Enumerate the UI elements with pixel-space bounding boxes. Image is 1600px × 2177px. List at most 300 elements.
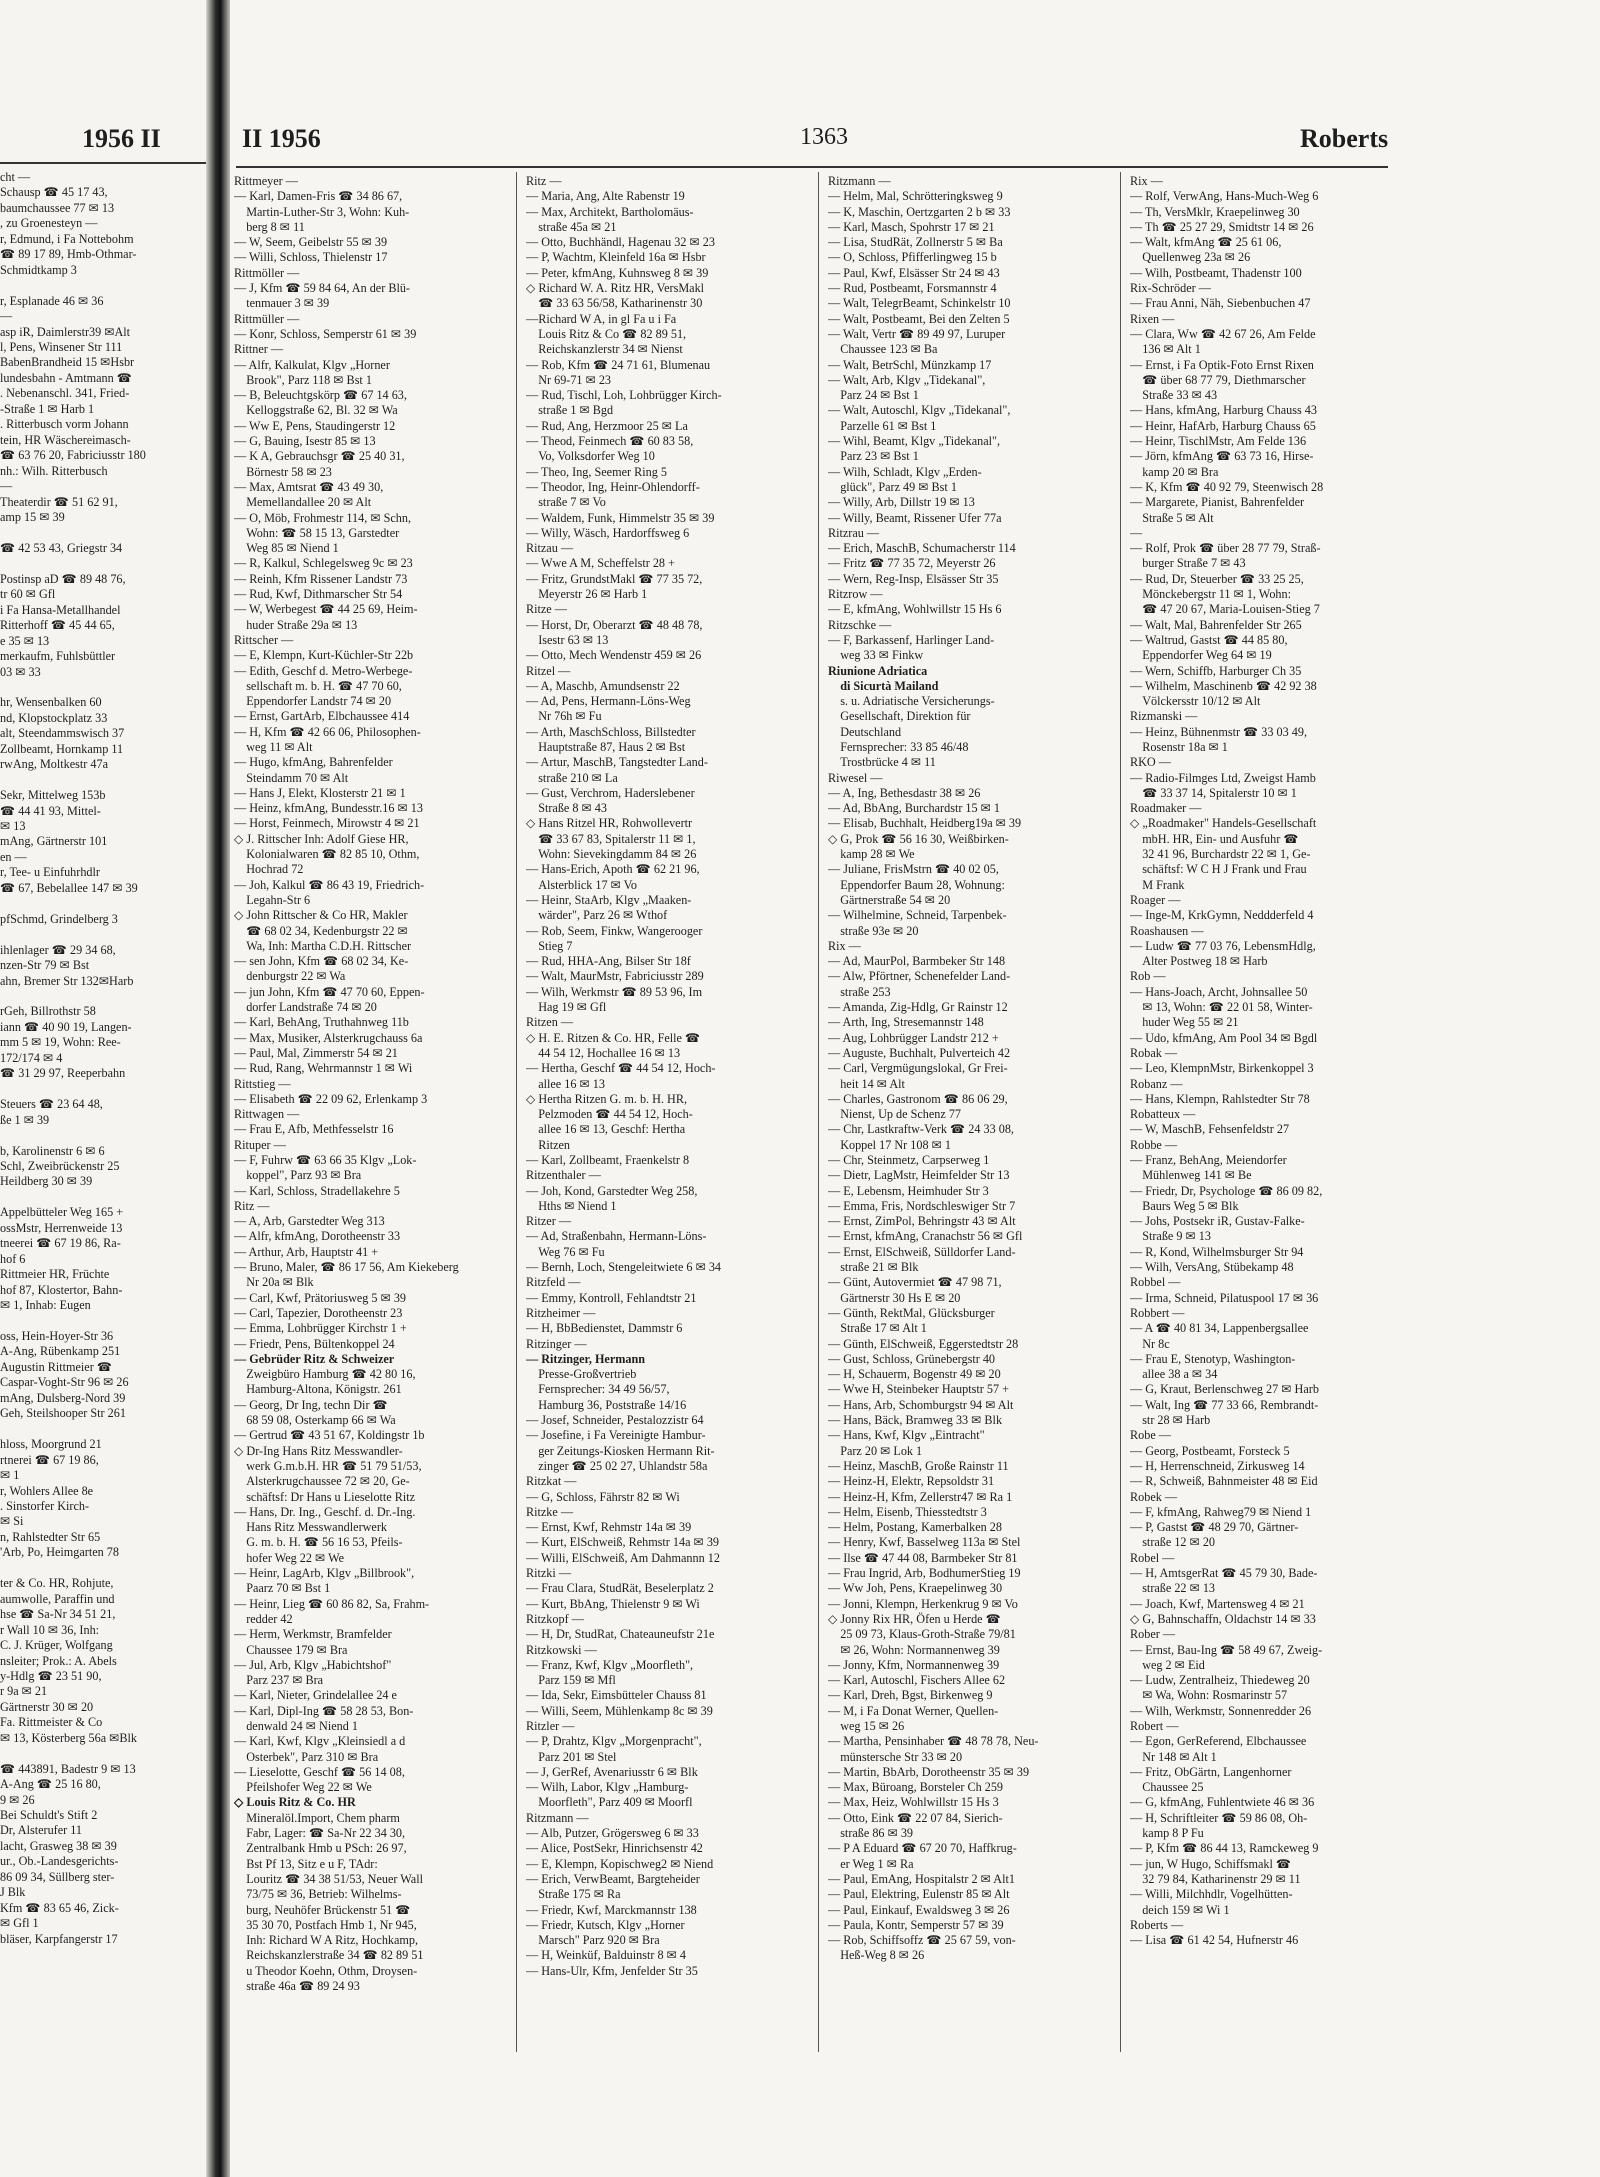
directory-entry-line: — Jörn, kfmAng ☎ 63 73 16, Hirse- — [1130, 449, 1314, 464]
directory-entry-line: ger Zeitungs-Kiosken Hermann Rit- — [526, 1443, 715, 1458]
directory-entry-line: kamp 8 P Fu — [1130, 1826, 1204, 1841]
left-page-line: hloss, Moorgrund 21 — [0, 1437, 102, 1452]
directory-entry-line: — Günth, ElSchweiß, Eggerstedtstr 28 — [828, 1336, 1019, 1351]
directory-column-4 — [1130, 174, 1410, 2054]
directory-entry-line: — Edith, Geschf d. Metro-Werbege- — [234, 663, 413, 678]
directory-entry-line: — Chr, Steinmetz, Carpserweg 1 — [828, 1153, 990, 1167]
directory-entry-line: Rittstieg — — [234, 1076, 291, 1091]
directory-entry-line: — Rob, Kfm ☎ 24 71 61, Blumenau — [526, 357, 711, 372]
directory-entry-line: Parz 24 ✉ Bst 1 — [828, 388, 919, 403]
directory-entry-line: — Erich, VerwBeamt, Bargteheider — [526, 1871, 700, 1886]
directory-entry-line: — Ida, Sekr, Eimsbütteler Chauss 81 — [526, 1688, 707, 1703]
left-page-line — [0, 1422, 212, 1437]
left-page-line: 03 ✉ 33 — [0, 664, 41, 679]
left-page-line: hr, Wensenbalken 60 — [0, 695, 102, 710]
directory-entry-line: Ritzinger — — [526, 1336, 587, 1351]
header-rule — [236, 166, 1388, 168]
directory-entry-line: — Heinz-H, Kfm, Zellerstr47 ✉ Ra 1 — [828, 1489, 1013, 1504]
left-page-line — [0, 1190, 212, 1205]
directory-entry-line: — Walt, Mal, Bahrenfelder Str 265 — [1130, 617, 1302, 632]
directory-entry-line: Fabr, Lager: ☎ Sa-Nr 22 34 30, — [234, 1826, 406, 1841]
left-page-line: Theaterdir ☎ 51 62 91, — [0, 494, 118, 509]
directory-entry-line: — Karl, Schloss, Stradellakehre 5 — [234, 1183, 400, 1198]
directory-entry-line: — Willi, Milchhdlr, Vogelhütten- — [1130, 1887, 1293, 1902]
directory-entry-line: — K, Kfm ☎ 40 92 79, Steenwisch 28 — [1130, 479, 1324, 494]
left-page-line: n, Rahlstedter Str 65 — [0, 1529, 101, 1544]
directory-entry-line: ◇ Hans Ritzel HR, Rohwollevertr — [526, 816, 693, 831]
directory-entry-line: — Georg, Postbeamt, Forsteck 5 — [1130, 1443, 1290, 1458]
directory-entry-line: weg 33 ✉ Finkw — [828, 648, 924, 663]
directory-entry-line: redder 42 — [234, 1611, 293, 1626]
directory-entry-line: — Carl, Kwf, Prätoriusweg 5 ✉ 39 — [234, 1290, 407, 1305]
directory-entry-line: Presse-Großvertrieb — [526, 1367, 637, 1382]
directory-entry-line: — Artur, MaschB, Tangstedter Land- — [526, 755, 708, 770]
directory-entry-line: — Ilse ☎ 47 44 08, Barmbeker Str 81 — [828, 1550, 1018, 1565]
directory-entry-line: Ritzheimer — — [526, 1305, 596, 1320]
directory-entry-line: straße 210 ✉ La — [526, 770, 618, 785]
directory-entry-line: Robanz — — [1130, 1076, 1183, 1091]
directory-entry-line: G. m. b. H. ☎ 56 16 53, Pfeils- — [234, 1535, 403, 1550]
left-page-line: ☎ 44 41 93, Mittel- — [0, 803, 101, 818]
left-page-line: en — — [0, 849, 27, 864]
directory-entry-line: Robbert — — [1130, 1305, 1185, 1320]
left-page-line: 9 ✉ 26 — [0, 1792, 35, 1807]
directory-entry-line: — Frau Clara, StudRät, Beselerplatz 2 — [526, 1581, 714, 1596]
directory-entry-line: Weg 85 ✉ Niend 1 — [234, 541, 339, 556]
left-page-line: rwAng, Moltkestr 47a — [0, 757, 108, 772]
directory-entry-line: Nr 148 ✉ Alt 1 — [1130, 1749, 1217, 1764]
directory-entry-line: — A, Arb, Garstedter Weg 313 — [234, 1214, 385, 1229]
directory-entry-line: straße 7 ✉ Vo — [526, 495, 606, 510]
directory-entry-line: Parzelle 61 ✉ Bst 1 — [828, 418, 937, 433]
directory-entry-line: — Theod, Feinmech ☎ 60 83 58, — [526, 434, 694, 449]
directory-entry-line: — Reinh, Kfm Rissener Landstr 73 — [234, 571, 408, 586]
left-page-line: mm 5 ✉ 19, Wohn: Ree- — [0, 1035, 121, 1050]
directory-entry-line: Rob — — [1130, 969, 1166, 984]
directory-entry-line: — Rud, Ang, Herzmoor 25 ✉ La — [526, 418, 688, 433]
left-page-line: r, Esplanade 46 ✉ 36 — [0, 293, 104, 308]
left-page-line: Gärtnerstr 30 ✉ 20 — [0, 1699, 94, 1714]
directory-entry-line: — Udo, kfmAng, Am Pool 34 ✉ Bgdl — [1130, 1030, 1318, 1045]
directory-entry-line: Hag 19 ✉ Gfl — [526, 1000, 607, 1015]
directory-entry-line: Gesellschaft, Direktion für — [828, 709, 971, 724]
directory-entry-line: Mühlenweg 141 ✉ Be — [1130, 1168, 1252, 1183]
directory-entry-line: Koppel 17 Nr 108 ✉ 1 — [828, 1137, 951, 1152]
left-page-line — [0, 927, 212, 942]
left-page-line: 172/174 ✉ 4 — [0, 1050, 63, 1065]
directory-entry-line: — Herm, Werkmstr, Bramfelder — [234, 1627, 392, 1642]
directory-entry-line: — Hans, Kwf, Klgv „Eintracht" — [828, 1428, 985, 1443]
left-page-line: Heildberg 30 ✉ 39 — [0, 1174, 93, 1189]
directory-entry-line: — Wilhelmine, Schneid, Tarpenbek- — [828, 908, 1007, 923]
directory-entry-line: deich 159 ✉ Wi 1 — [1130, 1902, 1230, 1917]
directory-entry-line: Vo, Volksdorfer Weg 10 — [526, 449, 655, 464]
left-page-line: C. J. Krüger, Wolfgang — [0, 1638, 113, 1653]
directory-entry-line: — Walt, TelegrBeamt, Schinkelstr 10 — [828, 296, 1011, 311]
directory-entry-line: Eppendorfer Landstr 74 ✉ 20 — [234, 694, 392, 709]
directory-entry-line: — Franz, Kwf, Klgv „Moorfleth", — [526, 1657, 694, 1672]
directory-entry-line: — Heinr, TischlMstr, Am Felde 136 — [1130, 434, 1307, 449]
directory-entry-line: — Willy, Wäsch, Hardorffsweg 6 — [526, 525, 690, 540]
directory-entry-line: — Lieselotte, Geschf ☎ 56 14 08, — [234, 1764, 405, 1779]
directory-entry-line: — W, MaschB, Fehsenfeldstr 27 — [1130, 1122, 1290, 1137]
directory-entry-line: — Fritz, GrundstMakl ☎ 77 35 72, — [526, 571, 703, 586]
directory-entry-line: — H, AmtsgerRat ☎ 45 79 30, Bade- — [1130, 1566, 1318, 1581]
left-page-line: Postinsp aD ☎ 89 48 76, — [0, 571, 126, 586]
directory-entry-line: Nr 69-71 ✉ 23 — [526, 372, 612, 387]
directory-entry-line: — Willy, Arb, Dillstr 19 ✉ 13 — [828, 495, 975, 510]
directory-entry-line: Riunione Adriatica — [828, 663, 928, 678]
directory-entry-line: — Heinr, StaArb, Klgv „Maaken- — [526, 892, 692, 907]
left-page-line: hse ☎ Sa-Nr 34 51 21, — [0, 1607, 116, 1622]
directory-entry-line: Ritzel — — [526, 663, 571, 678]
left-page-line: Sekr, Mittelweg 153b — [0, 788, 106, 803]
directory-entry-line: — Arth, MaschSchloss, Billstedter — [526, 724, 696, 739]
directory-entry-line: 35 30 70, Postfach Hmb 1, Nr 945, — [234, 1917, 417, 1932]
directory-entry-line: u Theodor Koehn, Othm, Droysen- — [234, 1963, 418, 1978]
directory-entry-line: koppel", Parz 93 ✉ Bra — [234, 1168, 362, 1183]
running-head-word: Roberts — [1300, 124, 1389, 153]
directory-entry-line: Robbel — — [1130, 1275, 1181, 1290]
directory-entry-line: Inh: Richard W A Ritz, Hochkamp, — [234, 1933, 419, 1948]
directory-entry-line: Nr 20a ✉ Blk — [234, 1275, 314, 1290]
left-page-text — [0, 170, 212, 1947]
directory-entry-line: — Helm, Mal, Schrötteringksweg 9 — [828, 189, 1003, 204]
left-page-line: mAng, Dulsberg-Nord 39 — [0, 1390, 126, 1405]
directory-entry-line: — Otto, Buchhändl, Hagenau 32 ✉ 23 — [526, 235, 715, 250]
left-page-line: ✉ Gfl 1 — [0, 1916, 39, 1931]
book-gutter — [206, 0, 230, 2177]
left-page-line: J Blk — [0, 1885, 26, 1900]
directory-entry-line: Roashausen — — [1130, 923, 1204, 938]
directory-entry-line: — Heinr, LagArb, Klgv „Billbrook", — [234, 1566, 415, 1581]
directory-entry-line: Chaussee 25 — [1130, 1780, 1204, 1795]
directory-entry-line: — Rud, Kwf, Dithmarscher Str 54 — [234, 587, 403, 602]
directory-entry-line: ◇ Dr-Ing Hans Ritz Messwandler- — [234, 1443, 403, 1458]
directory-entry-line: Alter Postweg 18 ✉ Harb — [1130, 954, 1268, 969]
directory-entry-line: — Walt, BetrSchl, Münzkamp 17 — [828, 357, 992, 372]
directory-entry-line: Rittmöller — — [234, 265, 300, 280]
directory-entry-line: Eppendorfer Baum 28, Wohnung: — [828, 877, 1005, 892]
directory-entry-line: — Walt, Postbeamt, Bei den Zelten 5 — [828, 311, 1010, 326]
directory-entry-line: Gärtnerstr 30 Hs E ✉ 20 — [828, 1290, 961, 1305]
column-divider — [818, 172, 819, 2052]
directory-entry-line: — Friedr, Pens, Bültenkoppel 24 — [234, 1336, 395, 1351]
directory-entry-line: — Hans J, Elekt, Klosterstr 21 ✉ 1 — [234, 785, 406, 800]
directory-entry-line: Rix — — [828, 938, 861, 953]
directory-entry-line: Reichskanzlerstr 34 ✉ Nienst — [526, 342, 683, 357]
left-page-line: BabenBrandheid 15 ✉Hsbr — [0, 355, 135, 370]
directory-entry-line: — Dietr, LagMstr, Heimfelder Str 13 — [828, 1168, 1010, 1183]
directory-entry-line: — Gertrud ☎ 43 51 67, Koldingstr 1b — [234, 1428, 425, 1443]
directory-entry-line: — Wern, Schiffb, Harburger Ch 35 — [1130, 663, 1302, 678]
directory-entry-line: Straße 33 ✉ 43 — [1130, 388, 1218, 403]
directory-entry-line: Ritzfeld — — [526, 1275, 581, 1290]
directory-entry-line: — H, Dr, StudRat, Chateauneufstr 21e — [526, 1627, 715, 1642]
directory-entry-line: — F, Barkassenf, Harlinger Land- — [828, 632, 995, 647]
directory-entry-line: Nr 76h ✉ Fu — [526, 709, 602, 724]
directory-entry-line: — Bruno, Maler, ☎ 86 17 56, Am Kiekeberg — [234, 1260, 459, 1275]
directory-entry-line: — Walt, MaurMstr, Fabriciusstr 289 — [526, 969, 704, 984]
directory-entry-line: ◇ G, Prok ☎ 56 16 30, Weißbirken- — [828, 831, 1009, 846]
directory-entry-line: dorfer Landstraße 74 ✉ 20 — [234, 1000, 377, 1015]
directory-entry-line: — H, Schauerm, Bogenstr 49 ✉ 20 — [828, 1367, 1001, 1382]
directory-entry-line: — Josefine, i Fa Vereinigte Hambur- — [526, 1428, 706, 1443]
left-page-line: mAng, Gärtnerstr 101 — [0, 834, 108, 849]
directory-entry-line: münstersche Str 33 ✉ 20 — [828, 1749, 963, 1764]
directory-entry-line: — W, Seem, Geibelstr 55 ✉ 39 — [234, 235, 388, 250]
directory-entry-line: Nienst, Up de Schenz 77 — [828, 1107, 962, 1122]
directory-entry-line: — Gebrüder Ritz & Schweizer — [234, 1351, 395, 1366]
left-page-line: r, Wohlers Allee 8e — [0, 1483, 94, 1498]
directory-entry-line: Alsterkrugchaussee 72 ✉ 20, Ge- — [234, 1474, 410, 1489]
directory-entry-line: Rosenstr 18a ✉ 1 — [1130, 739, 1228, 754]
directory-entry-line: — H, BbBedienstet, Dammstr 6 — [526, 1321, 683, 1336]
directory-entry-line: ◇ H. E. Ritzen & Co. HR, Felle ☎ — [526, 1030, 701, 1045]
directory-entry-line: — Alb, Putzer, Grögersweg 6 ✉ 33 — [526, 1826, 699, 1841]
directory-entry-line: — Lisa, StudRät, Zollnerstr 5 ✉ Ba — [828, 235, 1003, 250]
directory-entry-line: — Hans-Erich, Apoth ☎ 62 21 96, — [526, 862, 700, 877]
left-page-line: r 9a ✉ 21 — [0, 1684, 48, 1699]
directory-entry-line: Louritz ☎ 34 38 51/53, Neuer Wall — [234, 1871, 423, 1886]
directory-entry-line: — Emmy, Kontroll, Fehlandtstr 21 — [526, 1290, 697, 1305]
directory-entry-line: — Horst, Feinmech, Mirowstr 4 ✉ 21 — [234, 816, 420, 831]
directory-entry-line: denwald 24 ✉ Niend 1 — [234, 1718, 358, 1733]
left-page-line: amp 15 ✉ 39 — [0, 509, 65, 524]
directory-entry-line: — Paula, Kontr, Semperstr 57 ✉ 39 — [828, 1917, 1004, 1932]
directory-entry-line: Börnestr 58 ✉ 23 — [234, 464, 332, 479]
directory-entry-line: heit 14 ✉ Alt — [828, 1076, 905, 1091]
left-page-line: tein, HR Wäschereimasch- — [0, 432, 131, 447]
directory-entry-line: — Erich, MaschB, Schumacherstr 114 — [828, 541, 1016, 556]
directory-entry-line: Rittmeyer — — [234, 174, 298, 188]
directory-entry-line: — Karl, Masch, Spohrstr 17 ✉ 21 — [828, 219, 995, 234]
left-page-line: Appelbütteler Weg 165 + — [0, 1205, 124, 1220]
directory-entry-line: ☎ 33 67 83, Spitalerstr 11 ✉ 1, — [526, 831, 696, 846]
directory-entry-line: Ritzkat — — [526, 1474, 577, 1489]
directory-entry-line: — W, Werbegest ☎ 44 25 69, Heim- — [234, 602, 418, 617]
directory-column-2 — [526, 174, 806, 2054]
directory-entry-line: Ritzschke — — [828, 617, 892, 632]
left-page-line: ✉ 13 — [0, 819, 26, 834]
directory-entry-line: Parz 201 ✉ Stel — [526, 1749, 617, 1764]
directory-entry-line: zinger ☎ 25 02 27, Uhlandstr 58a — [526, 1458, 708, 1473]
directory-entry-line: Louis Ritz & Co ☎ 82 89 51, — [526, 326, 687, 341]
left-page-line: cht — — [0, 170, 31, 184]
left-page-line — [0, 680, 212, 695]
directory-entry-line: — Helm, Postang, Kamerbalken 28 — [828, 1520, 1002, 1535]
directory-entry-line: straße 1 ✉ Bgd — [526, 403, 614, 418]
directory-entry-line: 68 59 08, Osterkamp 66 ✉ Wa — [234, 1413, 396, 1428]
directory-entry-line: — Hans, Arb, Schomburgstr 94 ✉ Alt — [828, 1397, 1014, 1412]
directory-entry-line: — Wilh, Werkmstr, Sonnenredder 26 — [1130, 1703, 1312, 1718]
directory-entry-line: — A ☎ 40 81 34, Lappenbergsallee — [1130, 1321, 1309, 1336]
directory-entry-line: — Hans, Klempn, Rahlstedter Str 78 — [1130, 1091, 1310, 1106]
directory-entry-line: ◇ J. Rittscher Inh: Adolf Giese HR, — [234, 831, 409, 846]
left-page-line: i Fa Hansa-Metallhandel — [0, 602, 121, 617]
directory-entry-line: — Rolf, Prok ☎ über 28 77 79, Straß- — [1130, 541, 1321, 556]
directory-entry-line: Parz 159 ✉ Mfl — [526, 1673, 616, 1688]
directory-entry-line: — J, GerRef, Avenariusstr 6 ✉ Blk — [526, 1764, 698, 1779]
directory-entry-line: ☎ 33 37 14, Spitalerstr 10 ✉ 1 — [1130, 785, 1297, 800]
directory-entry-line: — Ernst, i Fa Optik-Foto Ernst Rixen — [1130, 357, 1314, 372]
directory-entry-line: — Elisab, Buchhalt, Heidberg19a ✉ 39 — [828, 816, 1022, 831]
directory-entry-line: Robbe — — [1130, 1137, 1178, 1152]
directory-entry-line: — Walt, Vertr ☎ 89 49 97, Luruper — [828, 326, 1006, 341]
directory-entry-line: — Paul, Einkauf, Ewaldsweg 3 ✉ 26 — [828, 1902, 1010, 1917]
left-page-line — [0, 896, 212, 911]
left-page-line: . Sinstorfer Kirch- — [0, 1498, 90, 1513]
left-page-line — [0, 1082, 212, 1097]
left-header-rule — [0, 162, 210, 164]
directory-entry-line: Straße 9 ✉ 13 — [1130, 1229, 1211, 1244]
directory-entry-line: Ritzkowski — — [526, 1642, 597, 1657]
directory-entry-line: burg, Neuhöfer Brückenstr 51 ☎ — [234, 1902, 411, 1917]
left-page-line: alt, Steendammswisch 37 — [0, 726, 125, 741]
left-page-line: Schmidtkamp 3 — [0, 262, 77, 277]
directory-entry-line: — jun John, Kfm ☎ 47 70 60, Eppen- — [234, 984, 425, 999]
directory-entry-line: Parz 237 ✉ Bra — [234, 1673, 324, 1688]
directory-entry-line: — Hans, Dr. Ing., Geschf. d. Dr.-Ing. — [234, 1504, 416, 1519]
left-page-line: , zu Groenesteyn — — [0, 216, 98, 231]
directory-entry-line: — Rolf, VerwAng, Hans-Much-Weg 6 — [1130, 189, 1319, 204]
directory-entry-line: Straße 175 ✉ Ra — [526, 1887, 621, 1902]
directory-entry-line: — Leo, KlempnMstr, Birkenkoppel 3 — [1130, 1061, 1314, 1076]
directory-entry-line: — Frau Ingrid, Arb, BodhumerStieg 19 — [828, 1566, 1021, 1581]
left-page-line: -Straße 1 ✉ Harb 1 — [0, 401, 95, 416]
directory-entry-line: Robe — — [1130, 1428, 1171, 1443]
directory-entry-line: — Konr, Schloss, Semperstr 61 ✉ 39 — [234, 326, 417, 341]
directory-entry-line: — Wilhelm, Maschinenb ☎ 42 92 38 — [1130, 678, 1317, 693]
directory-entry-line: — Henry, Kwf, Basselweg 113a ✉ Stel — [828, 1535, 1021, 1550]
directory-entry-line: — Emma, Fris, Nordschleswiger Str 7 — [828, 1198, 1016, 1213]
directory-entry-line: Chaussee 123 ✉ Ba — [828, 342, 938, 357]
directory-entry-line: — Karl, Nieter, Grindelallee 24 e — [234, 1688, 397, 1703]
directory-entry-line: — Frau Anni, Näh, Siebenbuchen 47 — [1130, 296, 1311, 311]
directory-entry-line: — Willi, ElSchweiß, Am Dahmannn 12 — [526, 1550, 720, 1565]
left-page-line: aumwolle, Paraffin und — [0, 1591, 115, 1606]
directory-entry-line: — Clara, Ww ☎ 42 67 26, Am Felde — [1130, 326, 1316, 341]
directory-page — [230, 0, 1600, 2177]
directory-entry-line: Riwesel — — [828, 770, 883, 785]
left-page-line: Bei Schuldt's Stift 2 — [0, 1808, 98, 1823]
directory-entry-line: Ritzen — — [526, 1015, 574, 1030]
column-divider — [516, 172, 517, 2052]
directory-entry-line: — Ad, Straßenbahn, Hermann-Löns- — [526, 1229, 707, 1244]
directory-entry-line: — E, Klempn, Kurt-Küchler-Str 22b — [234, 648, 414, 663]
directory-entry-line: — Peter, kfmAng, Kuhnsweg 8 ✉ 39 — [526, 265, 709, 280]
directory-entry-line: — Waldem, Funk, Himmelstr 35 ✉ 39 — [526, 510, 715, 525]
directory-entry-line: — Ernst, GartArb, Elbchaussee 414 — [234, 709, 410, 724]
directory-entry-line: — Charles, Gastronom ☎ 86 06 29, — [828, 1091, 1008, 1106]
directory-entry-line: Robak — — [1130, 1045, 1178, 1060]
directory-entry-line: weg 2 ✉ Eid — [1130, 1657, 1205, 1672]
left-page-line: — — [0, 309, 13, 324]
directory-entry-line: — J, Kfm ☎ 59 84 64, An der Blü- — [234, 281, 410, 296]
left-page-line: iann ☎ 40 90 19, Langen- — [0, 1019, 132, 1034]
left-page-line: Geh, Steilshooper Str 261 — [0, 1406, 126, 1421]
directory-entry-line: — Horst, Dr, Oberarzt ☎ 48 48 78, — [526, 617, 703, 632]
directory-entry-line: — Waltrud, Gastst ☎ 44 85 80, — [1130, 632, 1288, 647]
directory-column-3 — [828, 174, 1108, 2054]
directory-entry-line: — H, Herrenschneid, Zirkusweg 14 — [1130, 1458, 1305, 1473]
directory-entry-line: — Johs, Postsekr iR, Gustav-Falke- — [1130, 1214, 1305, 1229]
directory-entry-line: Memellandallee 20 ✉ Alt — [234, 495, 372, 510]
directory-entry-line: — Günt, Autovermiet ☎ 47 98 71, — [828, 1275, 1002, 1290]
directory-entry-line: — Amanda, Zig-Hdlg, Gr Rainstr 12 — [828, 1000, 1008, 1015]
left-page-line: Steuers ☎ 23 64 48, — [0, 1097, 103, 1112]
directory-entry-line: — Rud, Dr, Steuerber ☎ 33 25 25, — [1130, 571, 1304, 586]
left-page-line: ihlenlager ☎ 29 34 68, — [0, 942, 116, 957]
directory-entry-line: — Jonny, Kfm, Normannenweg 39 — [828, 1657, 1000, 1672]
directory-entry-line: — Hans-Joach, Archt, Johnsallee 50 — [1130, 984, 1308, 999]
directory-entry-line: — Hugo, kfmAng, Bahrenfelder — [234, 755, 393, 770]
directory-entry-line: Wohn: ☎ 58 15 13, Garstedter — [234, 525, 400, 540]
directory-entry-line: — Ad, BbAng, Burchardstr 15 ✉ 1 — [828, 801, 1001, 816]
directory-entry-line: Brook", Parz 118 ✉ Bst 1 — [234, 372, 372, 387]
left-page-line: baumchaussee 77 ✉ 13 — [0, 200, 115, 215]
directory-entry-line: straße 22 ✉ 13 — [1130, 1581, 1216, 1596]
column-divider — [1120, 172, 1121, 2052]
directory-entry-line: ◇ Richard W. A. Ritz HR, VersMakl — [526, 281, 705, 296]
directory-entry-line: — R, Kond, Wilhelmsburger Str 94 — [1130, 1244, 1304, 1259]
directory-entry-line: Quellenweg 23a ✉ 26 — [1130, 250, 1251, 265]
directory-entry-line: — Theo, Ing, Seemer Ring 5 — [526, 464, 667, 479]
directory-entry-line: Ritzler — — [526, 1718, 575, 1733]
left-page-line: ✉ Si — [0, 1514, 24, 1529]
directory-entry-line: ✉ 26, Wohn: Normannenweg 39 — [828, 1642, 1000, 1657]
directory-entry-line: ☎ 33 63 56/58, Katharinenstr 30 — [526, 296, 703, 311]
directory-entry-line: — Josef, Schneider, Pestalozzistr 64 — [526, 1413, 704, 1428]
directory-entry-line: denburgstr 22 ✉ Wa — [234, 969, 346, 984]
directory-entry-line: — G, Kraut, Berlenschweg 27 ✉ Harb — [1130, 1382, 1319, 1397]
directory-entry-line: Gärtnerstraße 54 ✉ 20 — [828, 892, 951, 907]
left-page-line: ✉ 1 — [0, 1468, 20, 1483]
directory-entry-line: — Kurt, BbAng, Thielenstr 9 ✉ Wi — [526, 1596, 700, 1611]
left-page-line: merkaufm, Fuhlsbüttler — [0, 649, 116, 664]
left-page-line: y-Hdlg ☎ 23 51 90, — [0, 1668, 102, 1683]
directory-entry-line: — K, Maschin, Oertzgarten 2 b ✉ 33 — [828, 204, 1011, 219]
directory-entry-line: — Alfr, Kalkulat, Klgv „Horner — [234, 357, 390, 372]
directory-entry-line: Ritzmann — — [828, 174, 891, 188]
directory-entry-line: 73/75 ✉ 36, Betrieb: Wilhelms- — [234, 1887, 402, 1902]
directory-entry-line: Straße 17 ✉ Alt 1 — [828, 1321, 927, 1336]
directory-entry-line: str 28 ✉ Harb — [1130, 1413, 1211, 1428]
left-page-fragment — [0, 0, 222, 2177]
directory-entry-line: — Martha, Pensinhaber ☎ 48 78 78, Neu- — [828, 1734, 1039, 1749]
directory-entry-line: — Radio-Filmges Ltd, Zweigst Hamb — [1130, 770, 1316, 785]
directory-entry-line: Rober — — [1130, 1627, 1176, 1642]
directory-entry-line: — Theodor, Ing, Heinr-Ohlendorff- — [526, 479, 700, 494]
directory-entry-line: Heß-Weg 8 ✉ 26 — [828, 1948, 925, 1963]
directory-entry-line: Rittwagen — — [234, 1107, 300, 1122]
directory-entry-line: Stieg 7 — [526, 938, 573, 953]
left-page-line: hof 87, Klostertor, Bahn- — [0, 1282, 123, 1297]
left-page-line: l, Pens, Winsener Str 111 — [0, 339, 123, 354]
directory-entry-line: Ritzen — [526, 1137, 571, 1152]
directory-entry-line: ☎ 47 20 67, Maria-Louisen-Stieg 7 — [1130, 602, 1320, 617]
directory-entry-line: 136 ✉ Alt 1 — [1130, 342, 1201, 357]
directory-entry-line: Ritzki — — [526, 1566, 572, 1581]
directory-entry-line: — Heinr, Lieg ☎ 60 86 82, Sa, Frahm- — [234, 1596, 430, 1611]
left-page-line: lundesbahn - Amtmann ☎ — [0, 370, 132, 385]
directory-entry-line: — Joach, Kwf, Martensweg 4 ✉ 21 — [1130, 1596, 1305, 1611]
directory-entry-line: ✉ Wa, Wohn: Rosmarinstr 57 — [1130, 1688, 1288, 1703]
directory-entry-line: Roberts — — [1130, 1917, 1184, 1932]
directory-entry-line: — Max, Büroang, Borsteler Ch 259 — [828, 1780, 1004, 1795]
directory-entry-line: — Max, Musiker, Alsterkrugchauss 6a — [234, 1030, 423, 1045]
directory-entry-line: — Fritz, ObGärtn, Langenhorner — [1130, 1764, 1292, 1779]
